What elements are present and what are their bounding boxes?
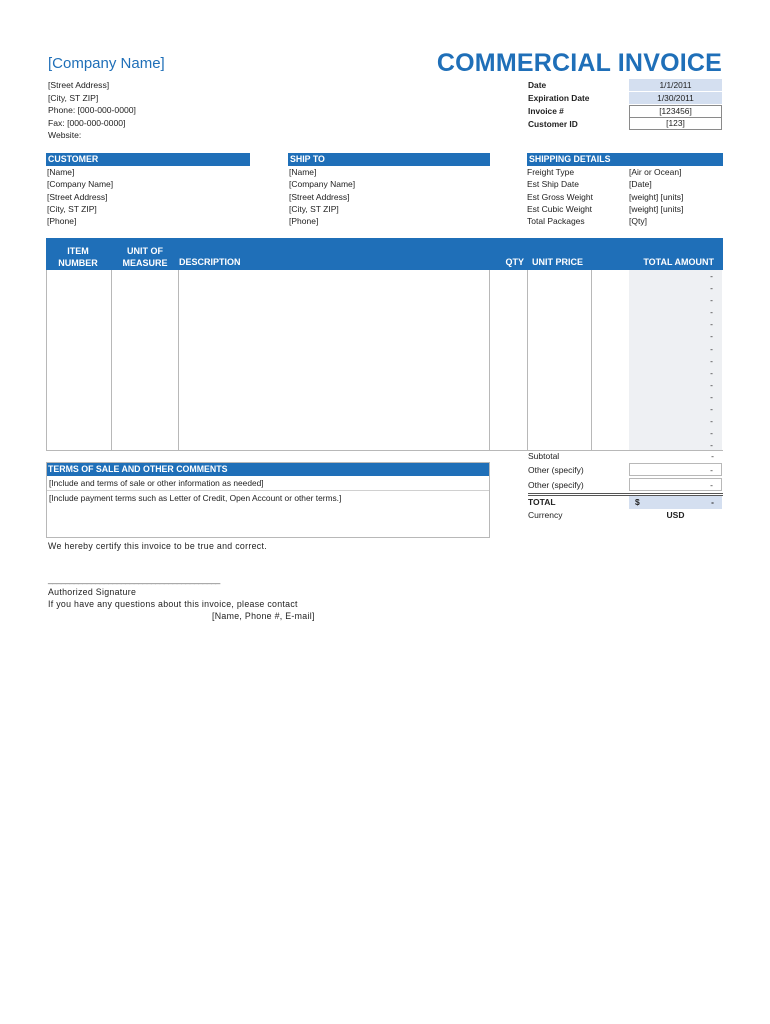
ship-to-heading: SHIP TO (288, 153, 490, 166)
customer-street[interactable]: [Street Address] (47, 191, 108, 202)
items-table-body[interactable] (46, 270, 723, 451)
unit-price-header: UNIT PRICE (532, 257, 584, 267)
ship-date-label: Est Ship Date (527, 179, 579, 190)
amount-cell: - (710, 319, 713, 330)
invoice-meta (528, 79, 722, 130)
gross-weight-label: Est Gross Weight (527, 191, 593, 202)
amount-cell: - (710, 367, 713, 378)
shipping-details-heading: SHIPPING DETAILS (527, 153, 723, 166)
currency-symbol: $ (635, 497, 640, 507)
amount-cell: - (710, 271, 713, 281)
company-name: [Company Name] (48, 55, 165, 72)
amount-cell: - (710, 307, 713, 318)
terms-line-2[interactable]: [Include payment terms such as Letter of Credit, Open Account or other terms.] (49, 493, 342, 503)
signature-line: ________________________________________ (48, 574, 220, 584)
unit-of-measure-header: UNIT OF MEASURE (122, 246, 168, 268)
phone: Phone: [000-000-0000] (48, 105, 136, 116)
amount-cell: - (710, 404, 713, 415)
customer-phone[interactable]: [Phone] (47, 216, 77, 227)
city-state-zip: [City, ST ZIP] (48, 92, 99, 103)
ship-to-company[interactable]: [Company Name] (289, 179, 356, 190)
total-label: TOTAL (528, 497, 556, 507)
subtotal-value: - (711, 451, 714, 461)
subtotal-label: Subtotal (528, 451, 560, 461)
signature-label: Authorized Signature (48, 587, 137, 597)
amount-cell: - (710, 343, 713, 354)
shipping-details-section (527, 153, 723, 227)
questions-text: If you have any questions about this invoice, please contact (48, 599, 298, 609)
customer-name[interactable]: [Name] (47, 167, 75, 177)
ship-to-city[interactable]: [City, ST ZIP] (289, 203, 339, 214)
invoice-number-label: Invoice # (528, 105, 564, 116)
street-address: [Street Address] (48, 80, 110, 90)
other-2-value[interactable]: - (629, 478, 722, 491)
amount-values (710, 270, 713, 451)
cubic-weight-value[interactable]: [weight] [units] (629, 203, 684, 214)
gross-weight-value[interactable]: [weight] [units] (629, 191, 684, 202)
fax: Fax: [000-000-0000] (48, 117, 126, 128)
website: Website: (48, 130, 82, 141)
other-1-label: Other (specify) (528, 465, 584, 475)
amount-cell: - (710, 355, 713, 366)
terms-box[interactable] (46, 462, 490, 538)
total-packages-label: Total Packages (527, 216, 585, 227)
qty-header: QTY (505, 257, 524, 267)
currency-value[interactable]: USD (666, 510, 685, 520)
terms-heading: TERMS OF SALE AND OTHER COMMENTS (46, 462, 490, 476)
amount-cell: - (710, 331, 713, 342)
freight-type-value[interactable]: [Air or Ocean] (629, 167, 682, 177)
customer-city[interactable]: [City, ST ZIP] (47, 203, 97, 214)
ship-to-name[interactable]: [Name] (289, 167, 317, 177)
amount-cell: - (710, 391, 713, 402)
cubic-weight-label: Est Cubic Weight (527, 203, 593, 214)
customer-heading: CUSTOMER (46, 153, 250, 166)
ship-date-value[interactable]: [Date] (629, 179, 652, 190)
contact-info: [Name, Phone #, E-mail] (212, 611, 315, 621)
date-value[interactable]: 1/1/2011 (629, 79, 722, 91)
ship-to-section (288, 153, 490, 227)
amount-cell: - (710, 283, 713, 294)
date-label: Date (528, 80, 547, 91)
terms-line-1[interactable]: [Include and terms of sale or other information as needed] (49, 478, 264, 488)
customer-id-value[interactable]: [123] (629, 117, 722, 130)
invoice-title: COMMERCIAL INVOICE (436, 49, 722, 77)
expiration-date-value[interactable]: 1/30/2011 (629, 92, 722, 104)
amount-cell: - (710, 416, 713, 427)
currency-label: Currency (528, 510, 563, 520)
total-packages-value[interactable]: [Qty] (629, 216, 647, 227)
customer-company[interactable]: [Company Name] (47, 179, 114, 190)
certify-statement: We hereby certify this invoice to be true and correct. (48, 541, 267, 551)
ship-to-phone[interactable]: [Phone] (289, 216, 319, 227)
company-address (48, 79, 136, 142)
item-number-header: ITEM NUMBER (58, 246, 98, 268)
ship-to-street[interactable]: [Street Address] (289, 191, 350, 202)
freight-type-label: Freight Type (527, 167, 575, 177)
expiration-date-label: Expiration Date (528, 93, 590, 104)
amount-cell: - (710, 428, 713, 439)
customer-section (46, 153, 250, 227)
other-2-label: Other (specify) (528, 480, 584, 490)
description-header: DESCRIPTION (179, 257, 241, 267)
customer-id-label: Customer ID (528, 118, 578, 129)
other-1-value[interactable]: - (629, 463, 722, 476)
total-value: - (711, 497, 714, 507)
total-amount-column (629, 270, 722, 451)
amount-cell: - (710, 295, 713, 306)
total-amount-header: TOTAL AMOUNT (643, 257, 714, 267)
items-table-header (46, 238, 723, 270)
amount-cell: - (710, 379, 713, 390)
amount-cell: - (710, 440, 713, 451)
totals-section (528, 451, 723, 521)
invoice-number-value[interactable]: [123456] (629, 105, 722, 118)
